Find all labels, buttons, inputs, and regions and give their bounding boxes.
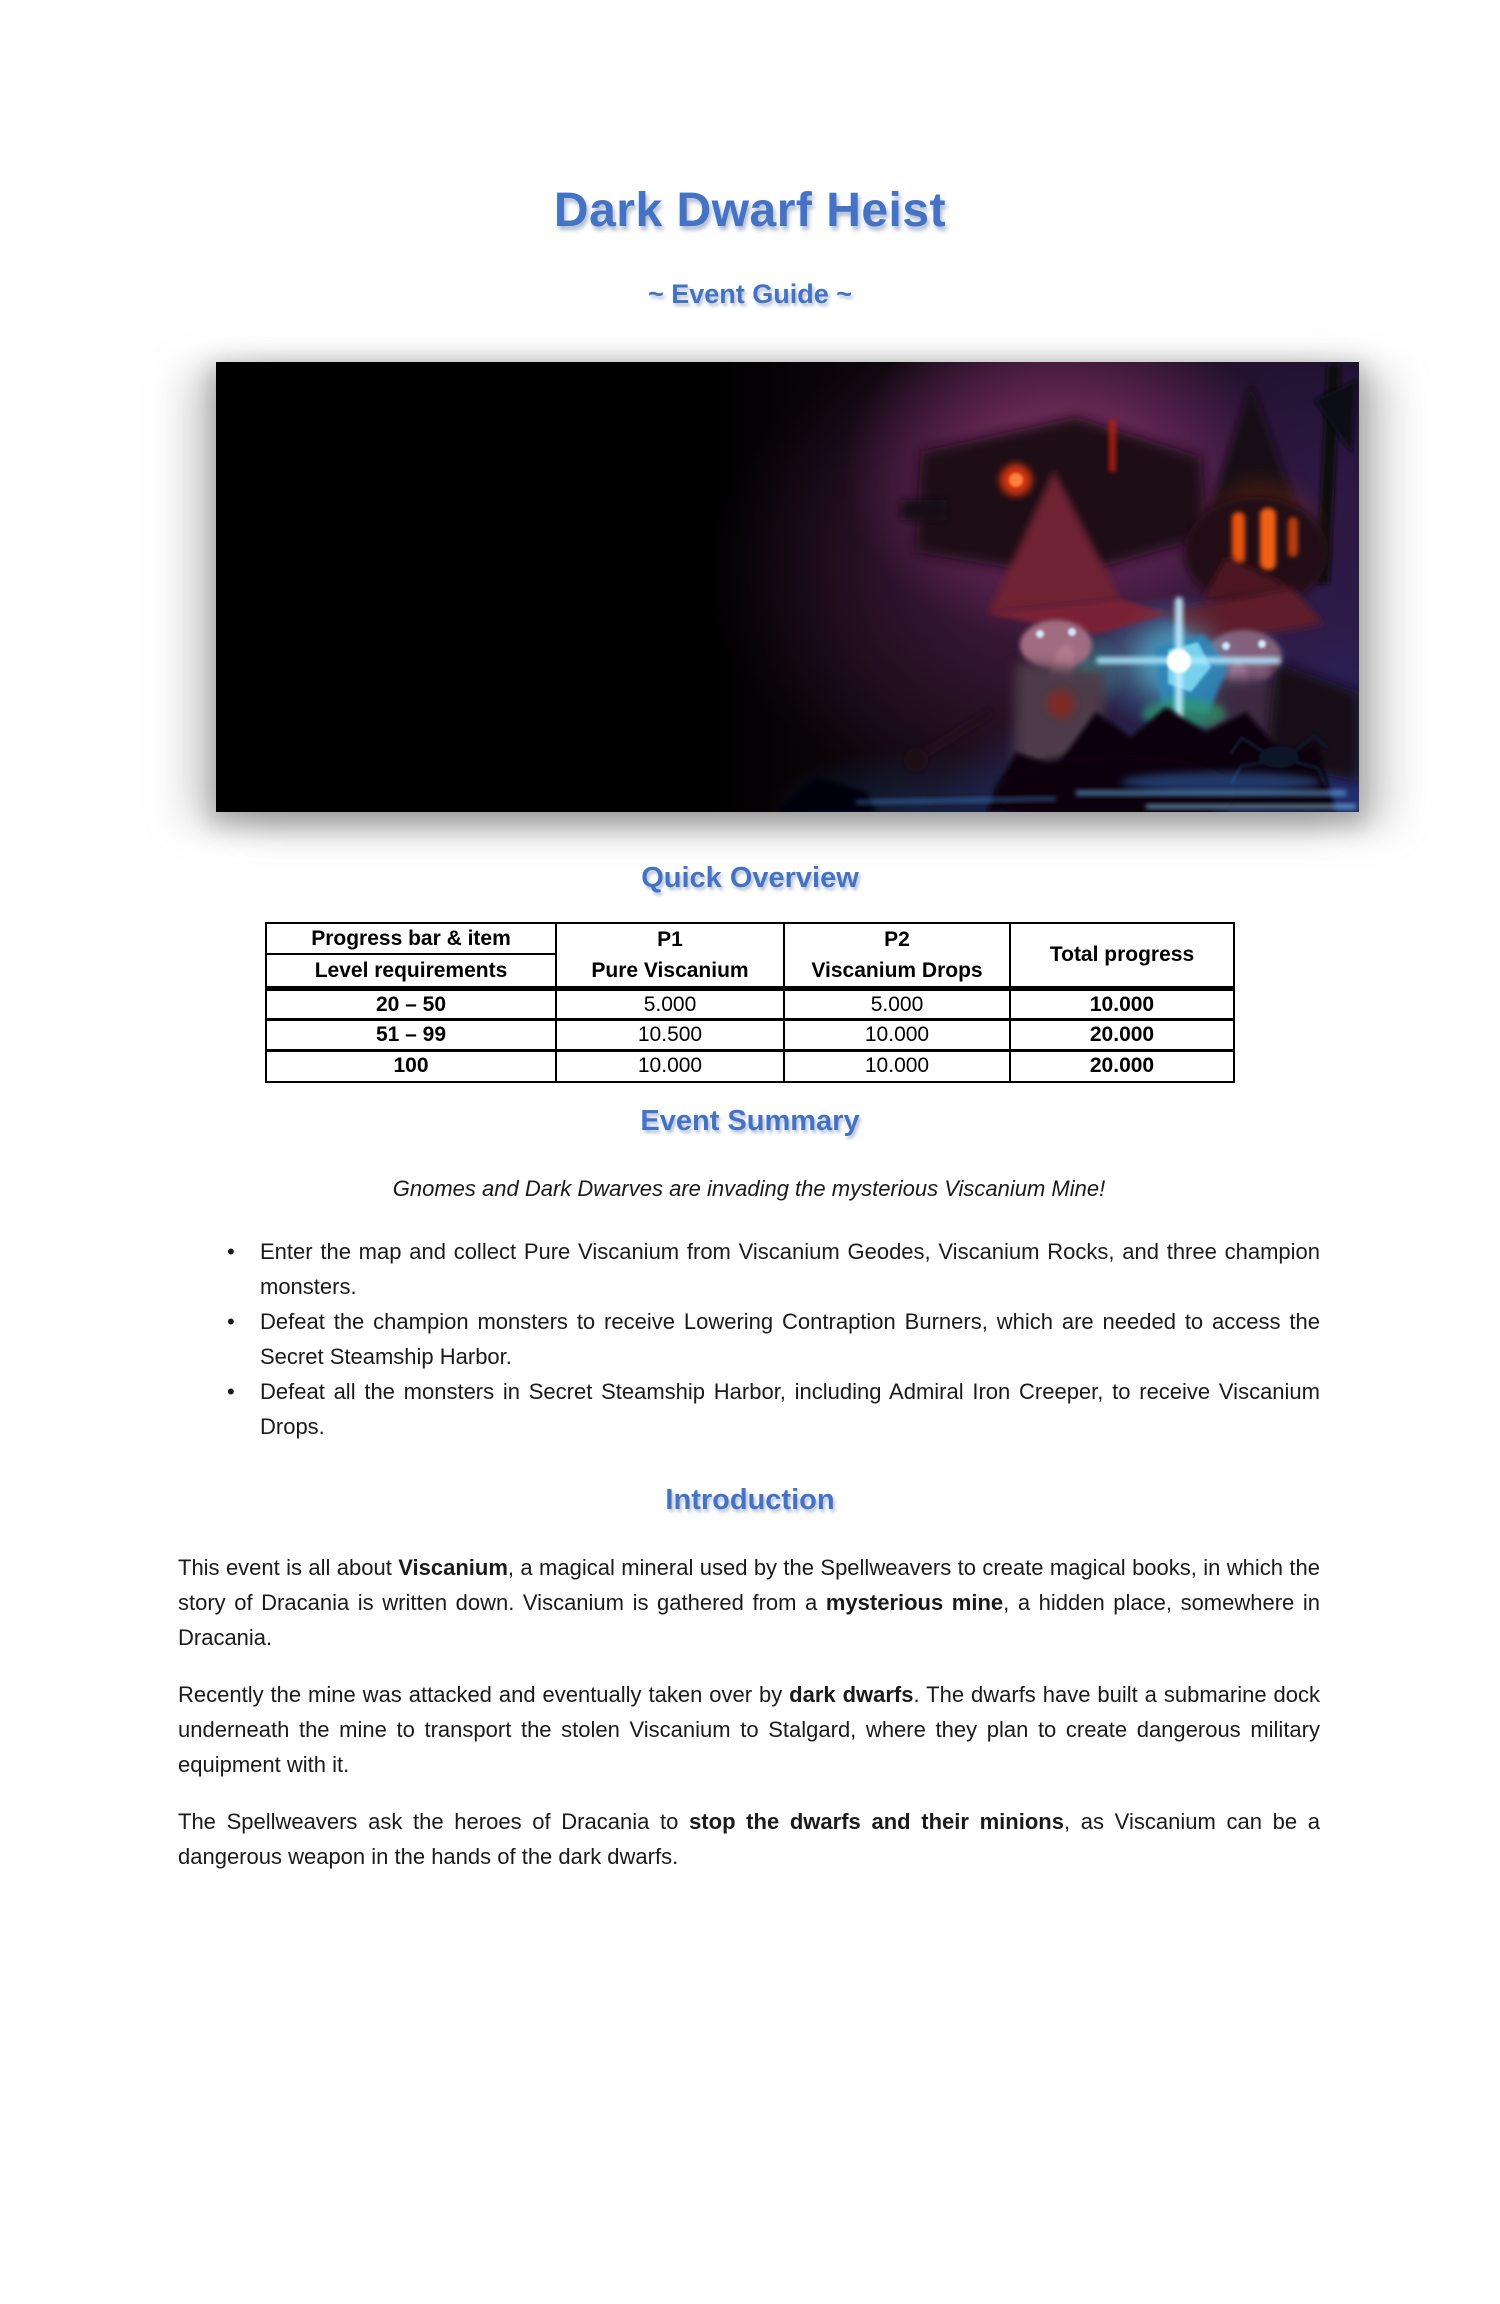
section-heading-introduction: Introduction xyxy=(665,1483,835,1516)
table-cell: 20.000 xyxy=(1010,1051,1234,1082)
event-summary-bullets xyxy=(260,1234,1320,1444)
header-p1-line1: P1 xyxy=(657,927,683,951)
table-cell: 10.000 xyxy=(556,1051,784,1082)
header-cell-p1 xyxy=(556,923,784,989)
page-root xyxy=(0,182,1500,2304)
header-cell-p2 xyxy=(784,923,1010,989)
introduction-paragraphs xyxy=(0,1550,1500,1874)
table-cell: 20.000 xyxy=(1010,1020,1234,1051)
bullet-item: • Defeat all the monsters in Secret Steamship Harbor, including Admiral Iron Creeper, to receive Viscanium Drops. xyxy=(260,1374,1320,1444)
section-heading-event-summary: Event Summary xyxy=(640,1104,860,1137)
quick-overview-table xyxy=(265,922,1235,1083)
table-cell: 10.000 xyxy=(1010,989,1234,1020)
header-p2-line2: Viscanium Drops xyxy=(811,958,983,982)
section-heading-quick-overview: Quick Overview xyxy=(641,862,859,894)
header-cell-progress xyxy=(266,923,556,989)
table-row xyxy=(266,989,1234,1020)
header-p2-line1: P2 xyxy=(884,927,910,951)
table-cell: 51 – 99 xyxy=(266,1020,556,1051)
header-progress-line1: Progress bar & item xyxy=(267,924,555,955)
paragraph: This event is all about Viscanium, a magical mineral used by the Spellweavers to create magical books, in which the story of Dracania is written down. Viscanium is gathered from a mysterious mine, a hidden place, somewhere in Dracania. xyxy=(178,1554,1320,1650)
bullet-item: • Defeat the champion monsters to receive Lowering Contraption Burners, which are needed to access the Secret Steamship Harbor. xyxy=(260,1304,1320,1374)
table-cell: 10.500 xyxy=(556,1020,784,1051)
event-banner-image xyxy=(216,362,1359,812)
event-tagline: Gnomes and Dark Dwarves are invading the mysterious Viscanium Mine! xyxy=(392,1175,1106,1201)
table-cell: 5.000 xyxy=(784,989,1010,1020)
header-cell-total: Total progress xyxy=(1010,923,1234,989)
table-cell: 100 xyxy=(266,1051,556,1082)
paragraph: The Spellweavers ask the heroes of Dracania to stop the dwarfs and their minions, as Viscanium can be a dangerous weapon in the hands of the dark dwarfs. xyxy=(178,1808,1320,1869)
table-row xyxy=(266,1051,1234,1082)
header-progress-line2: Level requirements xyxy=(314,958,508,982)
table-cell: 10.000 xyxy=(784,1020,1010,1051)
table-cell: 10.000 xyxy=(784,1051,1010,1082)
paragraph: Recently the mine was attacked and eventually taken over by dark dwarfs. The dwarfs have built a submarine dock underneath the mine to transport the stolen Viscanium to Stalgard, where they plan to create dangerous military equipment with it. xyxy=(178,1681,1320,1777)
document-subtitle: ~ Event Guide ~ xyxy=(647,279,853,309)
table-cell: 5.000 xyxy=(556,989,784,1020)
table-header-row xyxy=(266,923,1234,989)
document-title: Dark Dwarf Heist xyxy=(553,184,947,237)
table-row xyxy=(266,1020,1234,1051)
tall-dwarf-silhouette xyxy=(1184,364,1356,607)
header-p1-line2: Pure Viscanium xyxy=(591,958,749,982)
bullet-item: • Enter the map and collect Pure Viscanium from Viscanium Geodes, Viscanium Rocks, and three champion monsters. xyxy=(260,1234,1320,1304)
table-cell: 20 – 50 xyxy=(266,989,556,1020)
banner-illustration xyxy=(216,362,1359,812)
overview-table-body xyxy=(266,923,1234,1082)
